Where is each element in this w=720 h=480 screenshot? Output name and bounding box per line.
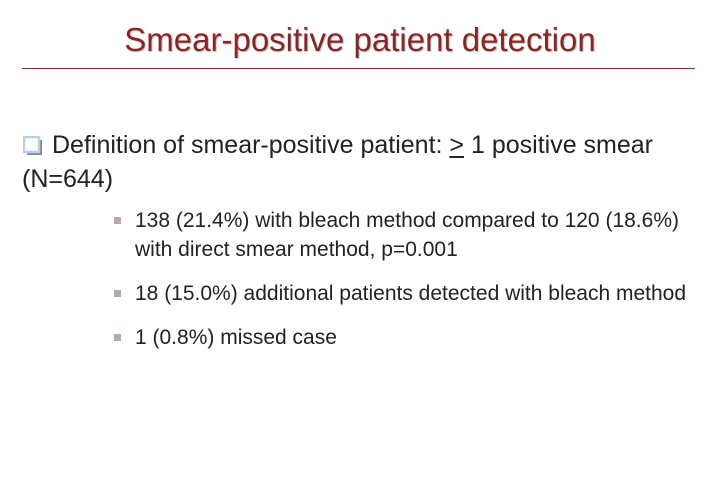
sub-bullet-list bbox=[114, 206, 694, 367]
square-bullet-icon bbox=[114, 290, 121, 297]
sub-bullet-text: 138 (21.4%) with bleach method compared to 120 (18.6%) with direct smear method, p=0.001 bbox=[135, 209, 679, 261]
main-bullet-prefix: Definition of smear-positive patient: bbox=[52, 131, 450, 159]
sub-bullet-text: 18 (15.0%) additional patients detected with bleach method bbox=[135, 282, 687, 305]
main-bullet-suffix: 1 positive smear (N=644) bbox=[22, 131, 653, 193]
hollow-square-bullet-icon bbox=[23, 136, 41, 154]
title-divider bbox=[22, 68, 695, 69]
sub-bullet-item bbox=[114, 279, 694, 308]
greater-equal-operator: > bbox=[449, 131, 465, 159]
sub-bullet-item bbox=[114, 206, 694, 264]
sub-bullet-item bbox=[114, 323, 694, 352]
slide-title: Smear-positive patient detection bbox=[124, 21, 596, 58]
main-bullet bbox=[22, 128, 682, 196]
sub-bullet-text: 1 (0.8%) missed case bbox=[135, 326, 337, 349]
square-bullet-icon bbox=[114, 217, 121, 224]
square-bullet-icon bbox=[114, 334, 121, 341]
